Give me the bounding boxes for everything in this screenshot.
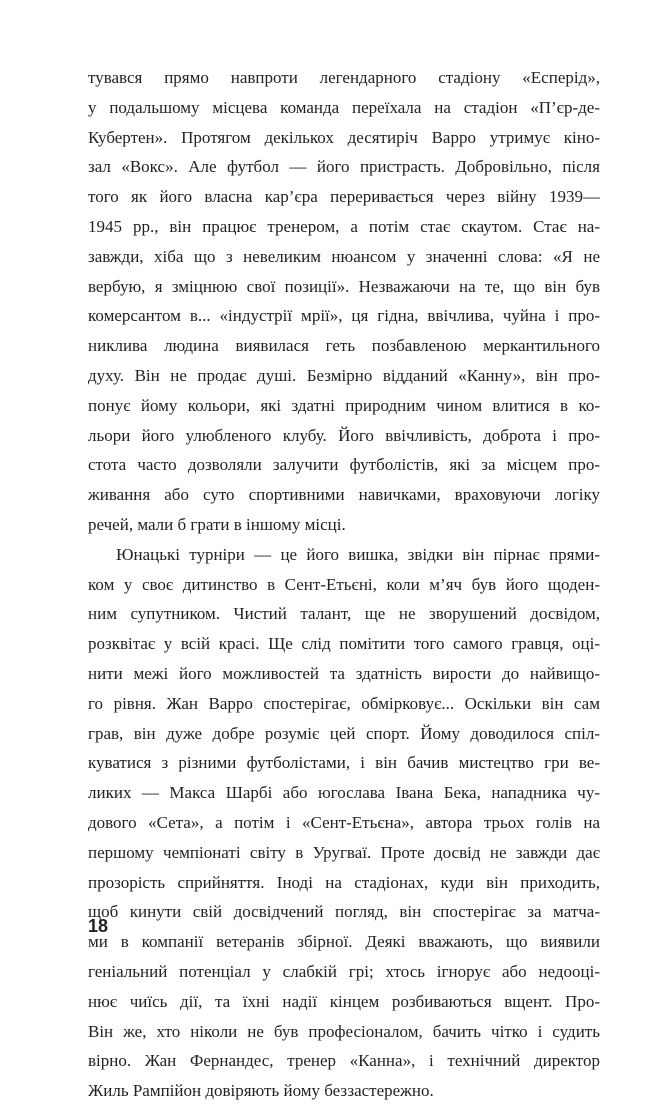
text-line: речей, мали б грати в іншому місці. xyxy=(88,514,346,534)
text-line: го рівня. Жан Варро спостерігає, обмірковує... Оскільки він сам xyxy=(88,693,600,713)
text-line: ликих — Макса Шарбі або югослава Івана Бека, нападника чу- xyxy=(88,783,600,803)
text-line: никлива людина виявилася геть позбавленою меркантильного xyxy=(88,336,600,356)
body-text xyxy=(88,63,600,1106)
text-line: того як його власна кар’єра переривається через війну 1939— xyxy=(88,187,600,207)
text-line: Він же, хто ніколи не був професіоналом, бачить чітко і судить xyxy=(88,1021,600,1041)
text-line: 1945 рр., він працює тренером, а потім стає скаутом. Стає на- xyxy=(88,216,600,236)
text-line: зал «Вокс». Але футбол — його пристрасть. Добровільно, після xyxy=(88,157,600,177)
text-line: грав, він дуже добре розуміє цей спорт. Йому доводилося спіл- xyxy=(88,723,600,743)
paragraph-1 xyxy=(88,63,600,540)
text-line: прозорість сприйняття. Іноді на стадіонах, куди він приходить, xyxy=(88,872,600,892)
text-line: комерсантом в... «індустрії мрії», ця гідна, ввічлива, чуйна і про- xyxy=(88,306,600,326)
text-line: Юнацькі турніри — це його вишка, звідки він пірнає прями- xyxy=(116,544,600,564)
page-number: 18 xyxy=(88,916,109,936)
text-line: дового «Сета», а потім і «Сент-Етьєна», автора трьох голів на xyxy=(88,812,600,832)
text-line: першому чемпіонаті світу в Уругваї. Проте досвід не завжди дає xyxy=(88,842,600,862)
text-line: льори його улюбленого клубу. Його ввічливість, доброта і про- xyxy=(88,425,600,445)
text-line: вірно. Жан Фернандес, тренер «Канна», і технічний директор xyxy=(88,1051,600,1071)
text-line: стота часто дозволяли залучити футболістів, які за місцем про- xyxy=(88,455,600,475)
text-line: геніальний потенціал у слабкій грі; хтось ігнорує або недооці- xyxy=(88,961,600,981)
text-line: нити межі його можливостей та здатність вирости до найвищо- xyxy=(88,663,600,683)
text-line: ним супутником. Чистий талант, ще не зворушений досвідом, xyxy=(88,604,600,624)
text-line: живання або суто спортивними навичками, враховуючи логіку xyxy=(88,485,600,505)
text-line: завжди, хіба що з невеликим нюансом у значенні слова: «Я не xyxy=(88,246,600,266)
text-line: понує йому кольори, які здатні природним чином влитися в ко- xyxy=(88,395,600,415)
text-line: Кубертен». Протягом декількох десятиріч Варро утримує кіно- xyxy=(88,127,600,147)
text-line: ком у своє дитинство в Сент-Етьєні, коли м’яч був його щоден- xyxy=(88,574,600,594)
text-line: вербую, я зміцнюю свої позиції». Незважаючи на те, що він був xyxy=(88,276,600,296)
text-line: нює чиїсь дії, та їхні надії кінцем розбиваються вщент. Про- xyxy=(88,991,600,1011)
text-line: розквітає у всій красі. Ще слід помітити того самого гравця, оці- xyxy=(88,634,600,654)
text-line: тувався прямо навпроти легендарного стадіону «Есперід», xyxy=(88,68,600,87)
text-line: ми в компанії ветеранів збірної. Деякі вважають, що виявили xyxy=(88,932,600,952)
text-line: куватися з різними футболістами, і він бачив мистецтво гри ве- xyxy=(88,753,600,773)
paragraph-2 xyxy=(88,540,600,1106)
text-line: Жиль Рампійон довіряють йому беззастережно. xyxy=(88,1081,434,1101)
text-line: духу. Він не продає душі. Безмірно відданий «Канну», він про- xyxy=(88,365,600,385)
text-line: щоб кинути свій досвідчений погляд, він спостерігає за матча- xyxy=(88,902,600,922)
text-line: у подальшому місцева команда переїхала на стадіон «П’єр-де- xyxy=(88,97,600,117)
